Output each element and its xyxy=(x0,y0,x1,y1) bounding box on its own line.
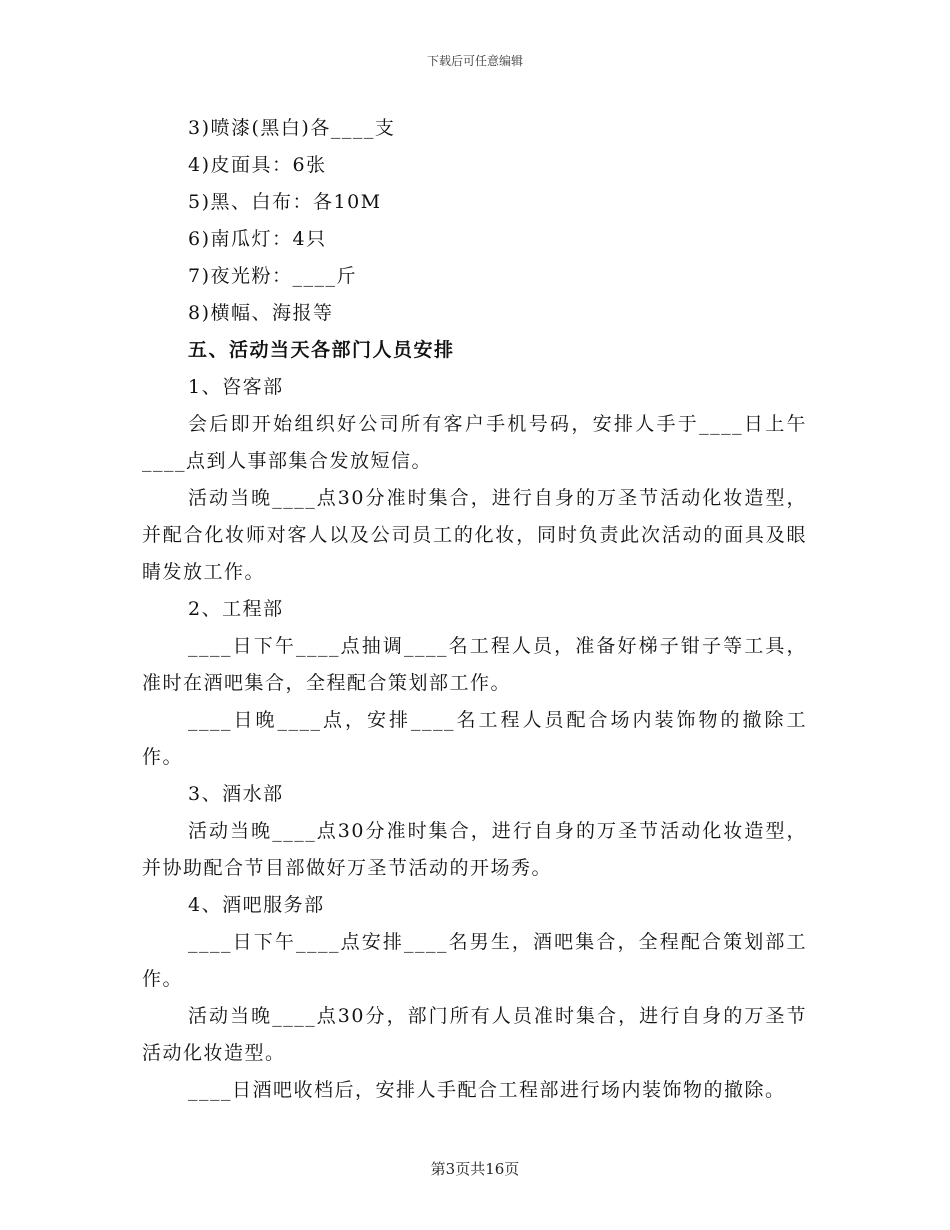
paragraph: 活动当晚____点30分准时集合，进行自身的万圣节活动化妆造型，并协助配合节目部做好万圣节活动的开场秀。 xyxy=(142,820,807,879)
paragraph: 会后即开始组织好公司所有客户手机号码，安排人手于____日上午____点到人事部集合发放短信。 xyxy=(142,413,807,472)
paragraph: ____日酒吧收档后，安排人手配合工程部进行场内装饰物的撤除。 xyxy=(188,1079,786,1101)
page-header: 下载后可任意编辑 xyxy=(426,54,523,68)
paragraph: 活动当晚____点30分，部门所有人员准时集合，进行自身的万圣节活动化妆造型。 xyxy=(142,1005,807,1064)
paragraph: 活动当晚____点30分准时集合，进行自身的万圣节活动化妆造型，并配合化妆师对客人以及公司员工的化妆，同时负责此次活动的面具及眼睛发放工作。 xyxy=(142,487,807,583)
list-item: 6)南瓜灯：4只 xyxy=(188,228,327,250)
section-heading: 五、活动当天各部门人员安排 xyxy=(188,339,455,361)
paragraph: ____日下午____点抽调____名工程人员，准备好梯子钳子等工具，准时在酒吧集合，全程配合策划部工作。 xyxy=(142,635,807,694)
page-footer: 第3页共16页 xyxy=(430,1160,520,1178)
department-title: 2、工程部 xyxy=(188,598,284,620)
department-title: 3、酒水部 xyxy=(188,783,284,805)
list-item: 3)喷漆(黑白)各____支 xyxy=(188,117,396,139)
department-title: 1、咨客部 xyxy=(188,376,284,398)
list-item: 7)夜光粉：____斤 xyxy=(188,265,358,287)
list-item: 8)横幅、海报等 xyxy=(188,302,334,324)
list-item: 4)皮面具：6张 xyxy=(188,154,327,176)
department-title: 4、酒吧服务部 xyxy=(188,894,325,916)
list-item: 5)黑、白布：各10M xyxy=(188,191,382,213)
paragraph: ____日下午____点安排____名男生，酒吧集合，全程配合策划部工作。 xyxy=(142,931,807,990)
document-body xyxy=(142,110,807,1109)
paragraph: ____日晚____点，安排____名工程人员配合场内装饰物的撤除工作。 xyxy=(142,709,807,768)
